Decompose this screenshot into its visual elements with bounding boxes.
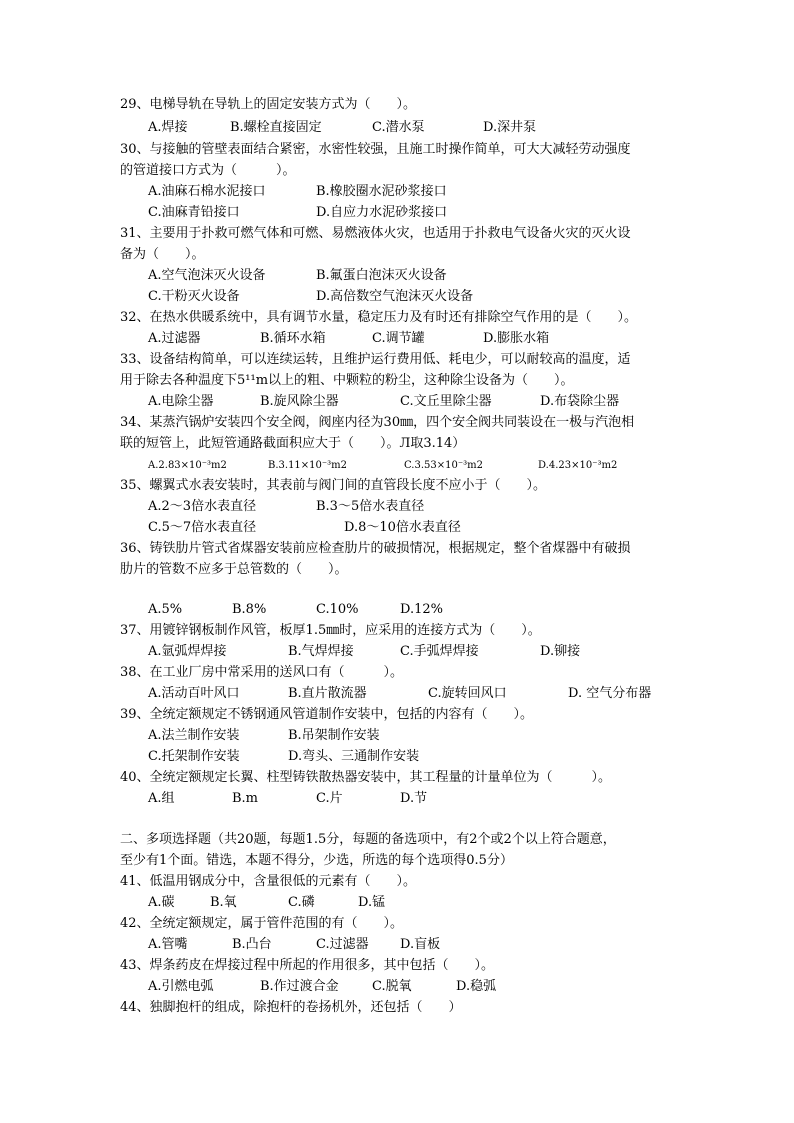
- answer-option: B.橡胶圈水泥砂浆接口: [316, 184, 447, 199]
- answer-option: A.氩弧焊焊接: [148, 644, 227, 659]
- answer-option: B.凸台: [232, 937, 272, 952]
- question-line: 30、与接触的管壁表面结合紧密，水密性较强，且施工时操作简单，可大大减轻劳动强度: [120, 142, 631, 157]
- question-line: 肋片的管数不应多于总管数的（ ）。: [120, 562, 348, 577]
- question-line: 联的短管上，此短管通路截面积应大于（ ）。Л取3.14）: [120, 436, 466, 451]
- answer-option: A.引燃电弧: [148, 979, 214, 994]
- question-line: 备为（ ）。: [120, 247, 205, 262]
- options-line: [120, 202, 670, 223]
- answer-option: B.吊架制作安装: [288, 728, 380, 743]
- question-line: 42、全统定额规定，属于管件范围的有（ ）。: [120, 916, 404, 931]
- answer-option: B.直片散流器: [288, 686, 367, 701]
- answer-option: D.弯头、三通制作安装: [288, 749, 420, 764]
- options-line: [120, 683, 670, 704]
- answer-option: B.3.11×10⁻³m2: [268, 460, 348, 471]
- answer-option: D.8～10倍水表直径: [344, 520, 461, 535]
- options-line: [120, 286, 670, 307]
- answer-option: A.活动百叶风口: [148, 686, 240, 701]
- answer-option: D.膨胀水箱: [483, 331, 550, 346]
- answer-option: D.4.23×10⁻³m2: [538, 460, 618, 471]
- question-line: 39、全统定额规定不锈钢通风管道制作安装中，包括的内容有（ ）。: [120, 707, 534, 722]
- answer-option: A.碳: [148, 895, 175, 910]
- answer-option: B.作过渡合金: [260, 979, 339, 994]
- answer-option: A.5%: [148, 602, 183, 617]
- answer-option: D. 空气分布器: [568, 686, 652, 701]
- options-line: [120, 892, 670, 913]
- question-line: 的管道接口方式为（ ）。: [120, 163, 296, 178]
- answer-option: D.自应力水泥砂浆接口: [316, 205, 448, 220]
- answer-option: B.旋风除尘器: [260, 394, 339, 409]
- answer-option: B.8%: [232, 602, 267, 617]
- answer-option: C.油麻青铅接口: [148, 205, 240, 220]
- options-line: [120, 788, 670, 809]
- question-line: 40、全统定额规定长翼、柱型铸铁散热器安装中，其工程量的计量单位为（ ）。: [120, 770, 612, 785]
- options-line: [120, 455, 670, 476]
- answer-option: C.3.53×10⁻³m2: [404, 460, 483, 471]
- options-line: [120, 265, 670, 286]
- answer-option: D.盲板: [400, 937, 441, 952]
- answer-option: A.油麻石棉水泥接口: [148, 184, 266, 199]
- options-line: [120, 934, 670, 955]
- options-line: [120, 181, 670, 202]
- question-line: 31、主要用于扑救可燃气体和可燃、易燃液体火灾，也适用于扑救电气设备火灾的灭火设: [120, 226, 631, 241]
- answer-option: C.脱氧: [372, 979, 412, 994]
- options-line: [120, 976, 670, 997]
- answer-option: C.手弧焊焊接: [400, 644, 479, 659]
- answer-option: A.法兰制作安装: [148, 728, 240, 743]
- options-line: [120, 746, 670, 767]
- answer-option: A.管嘴: [148, 937, 188, 952]
- options-line: [120, 725, 670, 746]
- answer-option: C.10%: [316, 602, 359, 617]
- answer-option: B.m: [232, 791, 259, 806]
- answer-option: B.循环水箱: [260, 331, 326, 346]
- options-line: [120, 517, 670, 538]
- question-line: 35、螺翼式水表安装时，其表前与阀门间的直管段长度不应小于（ ）。: [120, 478, 547, 493]
- options-line: [120, 641, 670, 662]
- answer-option: D.布袋除尘器: [540, 394, 620, 409]
- answer-option: A.2～3倍水表直径: [148, 499, 257, 514]
- options-line: [120, 328, 670, 349]
- answer-option: C.干粉灭火设备: [148, 289, 240, 304]
- question-line: 43、焊条药皮在焊接过程中所起的作用很多，其中包括（ ）。: [120, 958, 495, 973]
- question-line: 至少有1个面。错选，本题不得分，少选，所选的每个选项得0.5分）: [120, 853, 513, 868]
- question-line: 33、设备结构简单，可以连续运转，且维护运行费用低、耗电少，可以耐较高的温度，适: [120, 352, 631, 367]
- options-line: [120, 599, 670, 620]
- answer-option: A.过滤器: [148, 331, 201, 346]
- answer-option: A.组: [148, 791, 175, 806]
- question-line: 38、在工业厂房中常采用的送风口有（ ）。: [120, 665, 404, 680]
- question-line: 41、低温用钢成分中，含量很低的元素有（ ）。: [120, 874, 417, 889]
- answer-option: A.电除尘器: [148, 394, 214, 409]
- answer-option: B.3～5倍水表直径: [316, 499, 425, 514]
- answer-option: D.锰: [358, 895, 386, 910]
- options-line: [120, 117, 670, 138]
- answer-option: B.氟蛋白泡沫灭火设备: [316, 268, 447, 283]
- question-line: 37、用镀锌钢板制作风管，板厚1.5㎜时，应采用的连接方式为（ ）。: [120, 623, 541, 638]
- question-line: 34、某蒸汽锅炉安装四个安全阀，阀座内径为30㎜，四个安全阀共同装设在一极与汽泡相: [120, 415, 635, 430]
- answer-option: D.高倍数空气泡沫灭火设备: [316, 289, 474, 304]
- answer-option: C.过滤器: [316, 937, 369, 952]
- answer-option: D.12%: [400, 602, 443, 617]
- answer-option: A.空气泡沫灭火设备: [148, 268, 266, 283]
- answer-option: A.焊接: [148, 120, 188, 135]
- answer-option: C.片: [316, 791, 343, 806]
- answer-option: C.潜水泵: [372, 120, 425, 135]
- question-line: 36、铸铁肋片管式省煤器安装前应检查肋片的破损情况，根据规定，整个省煤器中有破损: [120, 541, 631, 556]
- question-line: 用于除去各种温度下5¹¹m以上的粗、中颗粒的粉尘，这种除尘设备为（ ）。: [120, 373, 574, 388]
- answer-option: B.气焊焊接: [288, 644, 354, 659]
- question-line: 二、多项选择题（共20题，每题1.5分，每题的备选项中，有2个或2个以上符合题意，: [120, 832, 616, 847]
- options-line: [120, 496, 670, 517]
- answer-option: A.2.83×10⁻³m2: [148, 460, 227, 471]
- answer-option: C.调节罐: [372, 331, 425, 346]
- answer-option: B.螺栓直接固定: [230, 120, 322, 135]
- answer-option: D.深井泵: [483, 120, 537, 135]
- answer-option: C.托架制作安装: [148, 749, 240, 764]
- question-line: 29、电梯导轨在导轨上的固定安装方式为（ ）。: [120, 97, 417, 112]
- question-line: 44、独脚抱杆的组成，除抱杆的卷扬机外，还包括（ ）: [120, 1000, 462, 1015]
- answer-option: C.旋转回风口: [428, 686, 507, 701]
- options-line: [120, 391, 670, 412]
- answer-option: B.氧: [210, 895, 237, 910]
- answer-option: D.稳弧: [456, 979, 497, 994]
- answer-option: C.文丘里除尘器: [400, 394, 492, 409]
- answer-option: C.磷: [288, 895, 315, 910]
- answer-option: D.铆接: [540, 644, 581, 659]
- question-line: 32、在热水供暖系统中，具有调节水量，稳定压力及有时还有排除空气作用的是（ ）。: [120, 310, 638, 325]
- answer-option: D.节: [400, 791, 428, 806]
- answer-option: C.5～7倍水表直径: [148, 520, 257, 535]
